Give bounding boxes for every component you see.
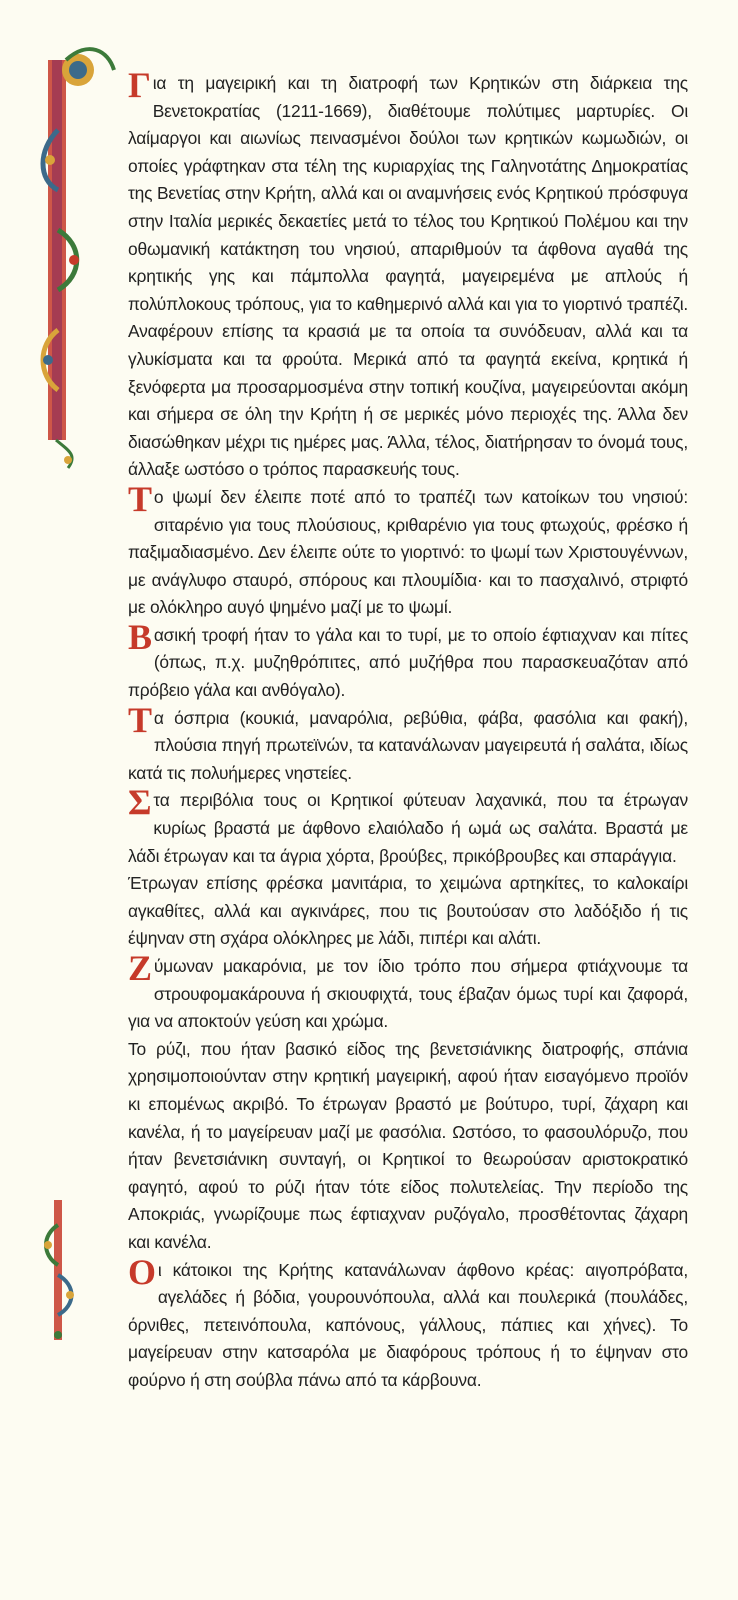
drop-cap: Γ xyxy=(128,65,151,105)
drop-cap: Β xyxy=(128,616,152,657)
paragraph-7 xyxy=(128,948,688,1036)
drop-cap: Ο xyxy=(128,1251,156,1292)
paragraph-text: α όσπρια (κουκιά, μαναρόλια, ρεβύθια, φάβα, φασόλια και φακή), πλούσια πηγή πρωτεϊνών, τα κατανάλωναν μαγειρευτά ή σαλάτα, ιδίως κατά τις πολυήμερες νηστείες. xyxy=(128,707,688,783)
paragraph-9 xyxy=(128,1251,688,1395)
drop-cap: Τ xyxy=(128,478,152,519)
illuminated-border-top xyxy=(38,40,118,470)
paragraph-3 xyxy=(128,616,688,705)
paragraph-1 xyxy=(128,65,688,484)
paragraph-6 xyxy=(128,870,688,953)
paragraph-text: τα περιβόλια τους οι Κρητικοί φύτευαν λαχανικά, που τα έτρωγαν κυρίως βραστά με άφθονο ελαιόλαδο ή ωμά ως σαλάτα. Βραστά με λάδι έτρωγαν και τα άγρια χόρτα, βρούβες, πρικόβρουβες και σπαράγγια. xyxy=(128,790,688,866)
paragraph-text: ι κάτοικοι της Κρήτης κατανάλωναν άφθονο κρέας: αιγοπρόβατα, αγελάδες ή βόδια, γουρουνόπουλα, αλλά και πουλερικά (πουλάδες, όρνιθες, πετεινόπουλα, καπόνους, γάλλους, πάπιες και χήνες). Το μαγείρευαν στην κατσαρόλα με διαφόρους τρόπους ή το έψηναν στο φούρνο ή στη σούβλα πάνω από τα κάρβουνα. xyxy=(128,1259,688,1390)
paragraph-text: ο ψωμί δεν έλειπε ποτέ από το τραπέζι των κατοίκων του νησιού: σιταρένιο για τους πλούσιους, κριθαρένιο για τους φτωχούς, φρέσκο ή παξιμαδιασμένο. Δεν έλειπε ούτε το γιορτινό: το ψωμί των Χριστουγέννων, με ανάγλυφο σταυρό, σπόρους και πλουμίδια· και το πασχαλινό, στριφτό με ολόκληρο αυγό ψημένο μαζί με το ψωμί. xyxy=(128,486,688,618)
paragraph-text: ύμωναν μακαρόνια, με τον ίδιο τρόπο που σήμερα φτιάχνουμε τα στρουφομακάρουνα ή σκιουφιχτά, τους έβαζαν όμως τυρί και ζαφορά, για να αποκτούν γεύση και χρώμα. xyxy=(128,956,688,1032)
drop-cap: Σ xyxy=(128,782,152,823)
drop-cap: Ζ xyxy=(128,948,152,988)
paragraph-text: Το ρύζι, που ήταν βασικό είδος της βενετσιάνικης διατροφής, σπάνια χρησιμοποιούνταν στην κρητική μαγειρική, αφού ήταν εισαγόμενο προϊόν κι επομένως ακριβό. Το έτρωγαν βραστό με βούτυρο, τυρί, ζάχαρη και κανέλα, ή το μαγείρευαν μαζί με φασόλια. Ωστόσο, το φασουλόρυζο, που ήταν βενετσιάνικη συνταγή, οι Κρητικοί το θεωρούσαν αριστοκρατικό φαγητό, αφού το ρύζι ήταν τότε είδος πολυτελείας. Την περίοδο της Αποκριάς, γνωρίζουμε πως έφτιαχναν ρυζόγαλο, προσθέτοντας ζάχαρη και κανέλα. xyxy=(128,1038,688,1252)
paragraph-text: Έτρωγαν επίσης φρέσκα μανιτάρια, το χειμώνα αρτηκίτες, το καλοκαίρι αγκαθίτες, αλλά και αγκινάρες, που τις βουτούσαν στο λαδόξιδο ή τις έψηναν στη σχάρα ολόκληρες με λάδι, πιπέρι και αλάτι. xyxy=(128,873,688,949)
paragraph-2 xyxy=(128,478,688,622)
paragraph-5 xyxy=(128,782,688,870)
drop-cap: Τ xyxy=(128,699,152,740)
article-text xyxy=(128,65,688,1395)
paragraph-text: ια τη μαγειρική και τη διατροφή των Κρητικών στη διάρκεια της Βενετοκρατίας (1211-1669), διαθέτουμε πολύτιμες μαρτυρίες. Οι λαίμαργοι και αιωνίως πεινασμένοι δούλοι των κρητικών κωμωδιών, οι οποίες γράφτηκαν στα τέλη της κυριαρχίας της Γαληνοτάτης Δημοκρατίας της Βενετίας στην Κρήτη, αλλά και οι αναμνήσεις ενός Κρητικού πρόσφυγα στην Ιταλία μερικές δεκαετίες μετά το τέλος του Κρητικού Πολέμου και την οθωμανική κατάκτηση του νησιού, απαριθμούν τα άφθονα αγαθά της κρητικής γης και πάμπολλα φαγητά, μαγειρεμένα με απλούς ή πολύπλοκους τρόπους, για το καθημερινό αλλά και για το γιορτινό τραπέζι. Αναφέρουν επίσης τα κρασιά με τα οποία τα συνόδευαν, αλλά και τα γλυκίσματα και τα φρούτα. Μερικά από τα φαγητά εκείνα, κρητικά ή ξενόφερτα μα προσαρμοσμένα στην τοπική κουζίνα, μαγειρεύονται ακόμη και σήμερα σε όλη την Κρήτη ή σε μερικές μόνο περιοχές της. Άλλα δεν διασώθηκαν μέχρι τις ημέρες μας. Άλλα, τέλος, διατήρησαν το όνομά τους, άλλαξε ωστόσο ο τρόπος παρασκευής τους. xyxy=(128,73,688,480)
paragraph-4 xyxy=(128,699,688,788)
paragraph-text: ασική τροφή ήταν το γάλα και το τυρί, με το οποίο έφτιαχναν και πίτες (όπως, π.χ. μυζηθρόπιτες, από μυζήθρα που παρασκευαζόταν από πρόβειο γάλα και ανθόγαλο). xyxy=(128,624,688,701)
paragraph-8 xyxy=(128,1036,688,1257)
illuminated-border-bottom xyxy=(40,1195,80,1345)
